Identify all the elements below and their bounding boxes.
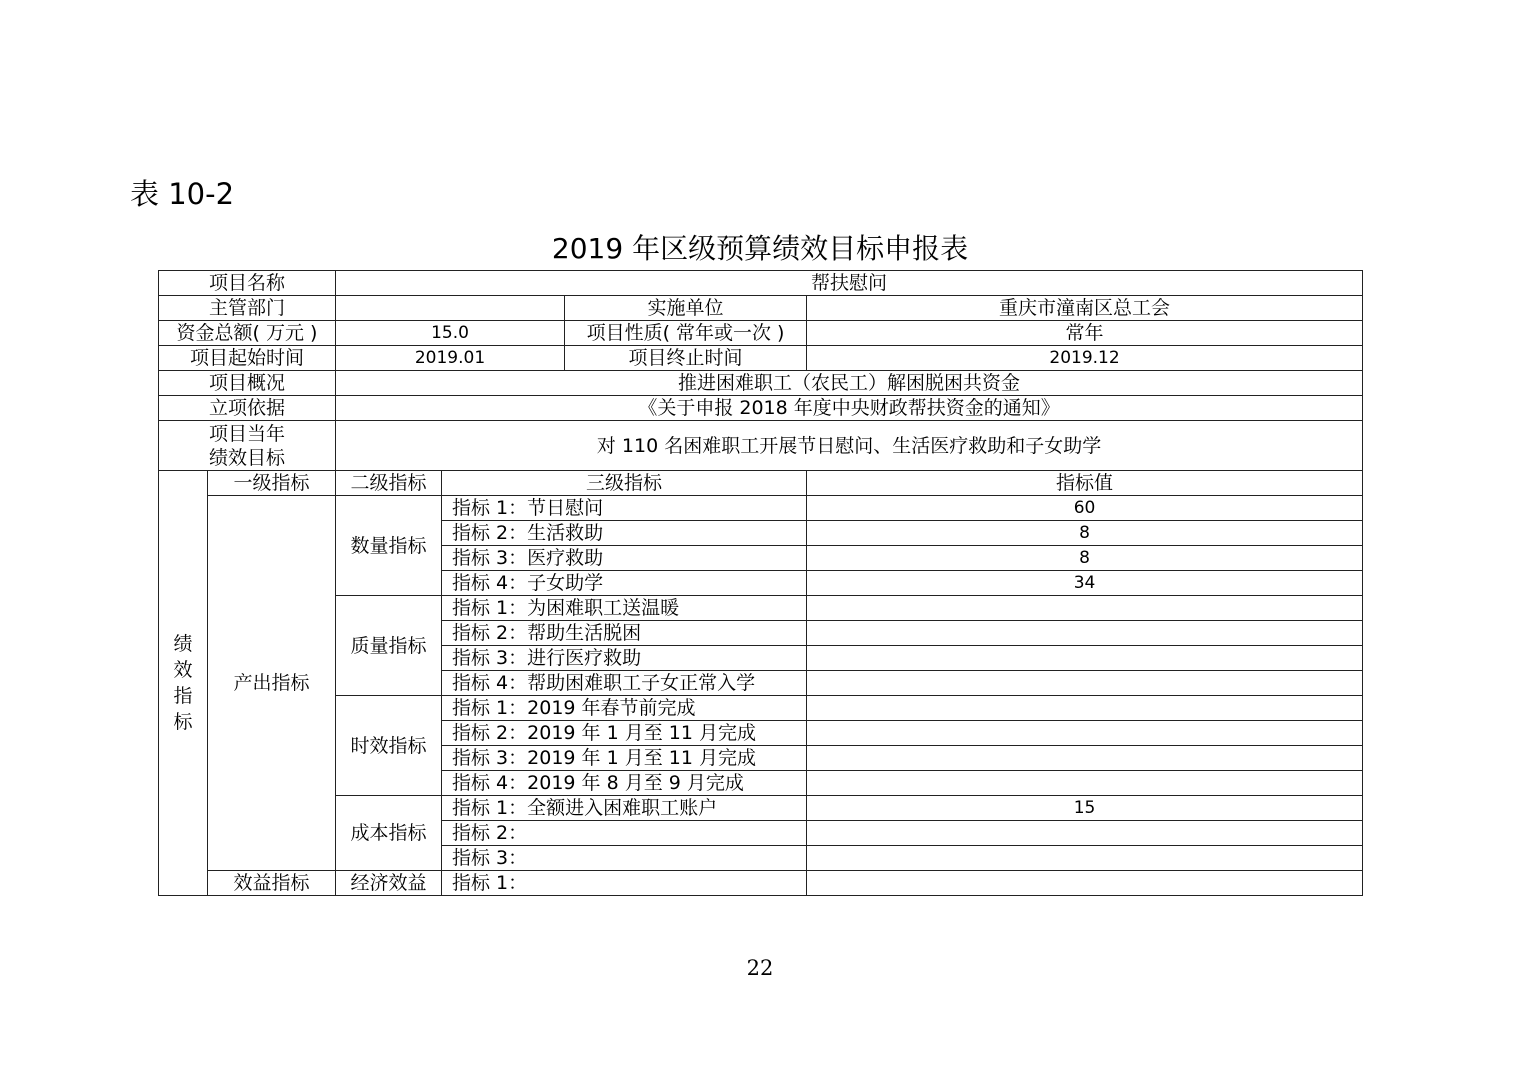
indicator-row: [159, 596, 1363, 621]
goal-label-line-1: 项目当年: [209, 422, 286, 445]
indicator-row: [159, 796, 1363, 821]
project-name-value: 帮扶慰问: [336, 271, 1363, 296]
indicator-text: 指标 2：2019 年 1 月至 11 月完成: [442, 721, 807, 746]
overview-value: 推进困难职工（农民工）解困脱困共资金: [336, 371, 1363, 396]
project-name-label: 项目名称: [159, 271, 336, 296]
indicator-value: [807, 721, 1363, 746]
benefit-indicator-label: 效益指标: [208, 871, 336, 896]
level2-indicator-name: 时效指标: [336, 696, 442, 796]
indicator-value: [807, 671, 1363, 696]
indicator-value: [807, 846, 1363, 871]
nature-value: 常年: [807, 321, 1363, 346]
indicator-text: 指标 3：2019 年 1 月至 11 月完成: [442, 746, 807, 771]
end-label: 项目终止时间: [565, 346, 807, 371]
start-value: 2019.01: [336, 346, 565, 371]
col-level2-header: 二级指标: [336, 471, 442, 496]
nature-label: 项目性质( 常年或一次 ): [565, 321, 807, 346]
indicator-text: 指标 3：: [442, 846, 807, 871]
overview-label: 项目概况: [159, 371, 336, 396]
page-number: 22: [746, 956, 774, 980]
basis-value: 《关于申报 2018 年度中央财政帮扶资金的通知》: [336, 396, 1363, 421]
performance-target-table: [158, 270, 1363, 896]
indicator-text: 指标 1：全额进入困难职工账户: [442, 796, 807, 821]
level2-indicator-name: 数量指标: [336, 496, 442, 596]
output-indicator-label: 产出指标: [208, 496, 336, 871]
indicator-value: 8: [807, 546, 1363, 571]
indicator-text: 指标 1：2019 年春节前完成: [442, 696, 807, 721]
indicator-row: [159, 496, 1363, 521]
indicator-text: 指标 4：2019 年 8 月至 9 月完成: [442, 771, 807, 796]
impl-unit-value: 重庆市潼南区总工会: [807, 296, 1363, 321]
start-label: 项目起始时间: [159, 346, 336, 371]
end-value: 2019.12: [807, 346, 1363, 371]
row-department: [159, 296, 1363, 321]
indicator-text: 指标 2：生活救助: [442, 521, 807, 546]
indicator-text: 指标 1：为困难职工送温暖: [442, 596, 807, 621]
col-value-header: 指标值: [807, 471, 1363, 496]
indicator-text: 指标 4：帮助困难职工子女正常入学: [442, 671, 807, 696]
indicator-value: [807, 746, 1363, 771]
indicator-value: [807, 821, 1363, 846]
indicator-value: [807, 621, 1363, 646]
benefit-level2-name: 经济效益: [336, 871, 442, 896]
dept-value: [336, 296, 565, 321]
table-label: 表 10-2: [130, 177, 235, 211]
indicator-text: 指标 1：节日慰问: [442, 496, 807, 521]
row-overview: [159, 371, 1363, 396]
row-project-name: [159, 271, 1363, 296]
col-level1-header: 一级指标: [208, 471, 336, 496]
indicator-value: [807, 771, 1363, 796]
indicator-value: [807, 696, 1363, 721]
dept-label: 主管部门: [159, 296, 336, 321]
goal-label: [159, 421, 336, 471]
goal-value: 对 110 名困难职工开展节日慰问、生活医疗救助和子女助学: [336, 421, 1363, 471]
level2-indicator-name: 质量指标: [336, 596, 442, 696]
basis-label: 立项依据: [159, 396, 336, 421]
indicator-value: [807, 646, 1363, 671]
indicator-text: 指标 1：: [442, 871, 807, 896]
indicator-text: 指标 2：: [442, 821, 807, 846]
goal-label-line-2: 绩效目标: [209, 446, 286, 469]
document-title: 2019 年区级预算绩效目标申报表: [551, 232, 969, 265]
row-goal: [159, 421, 1363, 471]
indicator-value: 15: [807, 796, 1363, 821]
fund-label: 资金总额( 万元 ): [159, 321, 336, 346]
indicator-value: 8: [807, 521, 1363, 546]
impl-unit-label: 实施单位: [565, 296, 807, 321]
indicator-text: 指标 2：帮助生活脱困: [442, 621, 807, 646]
indicator-value: 34: [807, 571, 1363, 596]
indicator-text: 指标 3：医疗救助: [442, 546, 807, 571]
col-level3-header: 三级指标: [442, 471, 807, 496]
indicator-side-label: 绩 效 指 标: [159, 471, 208, 896]
indicator-row: [159, 696, 1363, 721]
indicator-text: 指标 4：子女助学: [442, 571, 807, 596]
fund-value: 15.0: [336, 321, 565, 346]
benefit-row: [159, 871, 1363, 896]
indicator-text: 指标 3：进行医疗救助: [442, 646, 807, 671]
indicator-value: [807, 596, 1363, 621]
row-fund: [159, 321, 1363, 346]
level2-indicator-name: 成本指标: [336, 796, 442, 871]
indicator-value: 60: [807, 496, 1363, 521]
row-period: [159, 346, 1363, 371]
indicator-value: [807, 871, 1363, 896]
row-basis: [159, 396, 1363, 421]
row-indicator-header: [159, 471, 1363, 496]
